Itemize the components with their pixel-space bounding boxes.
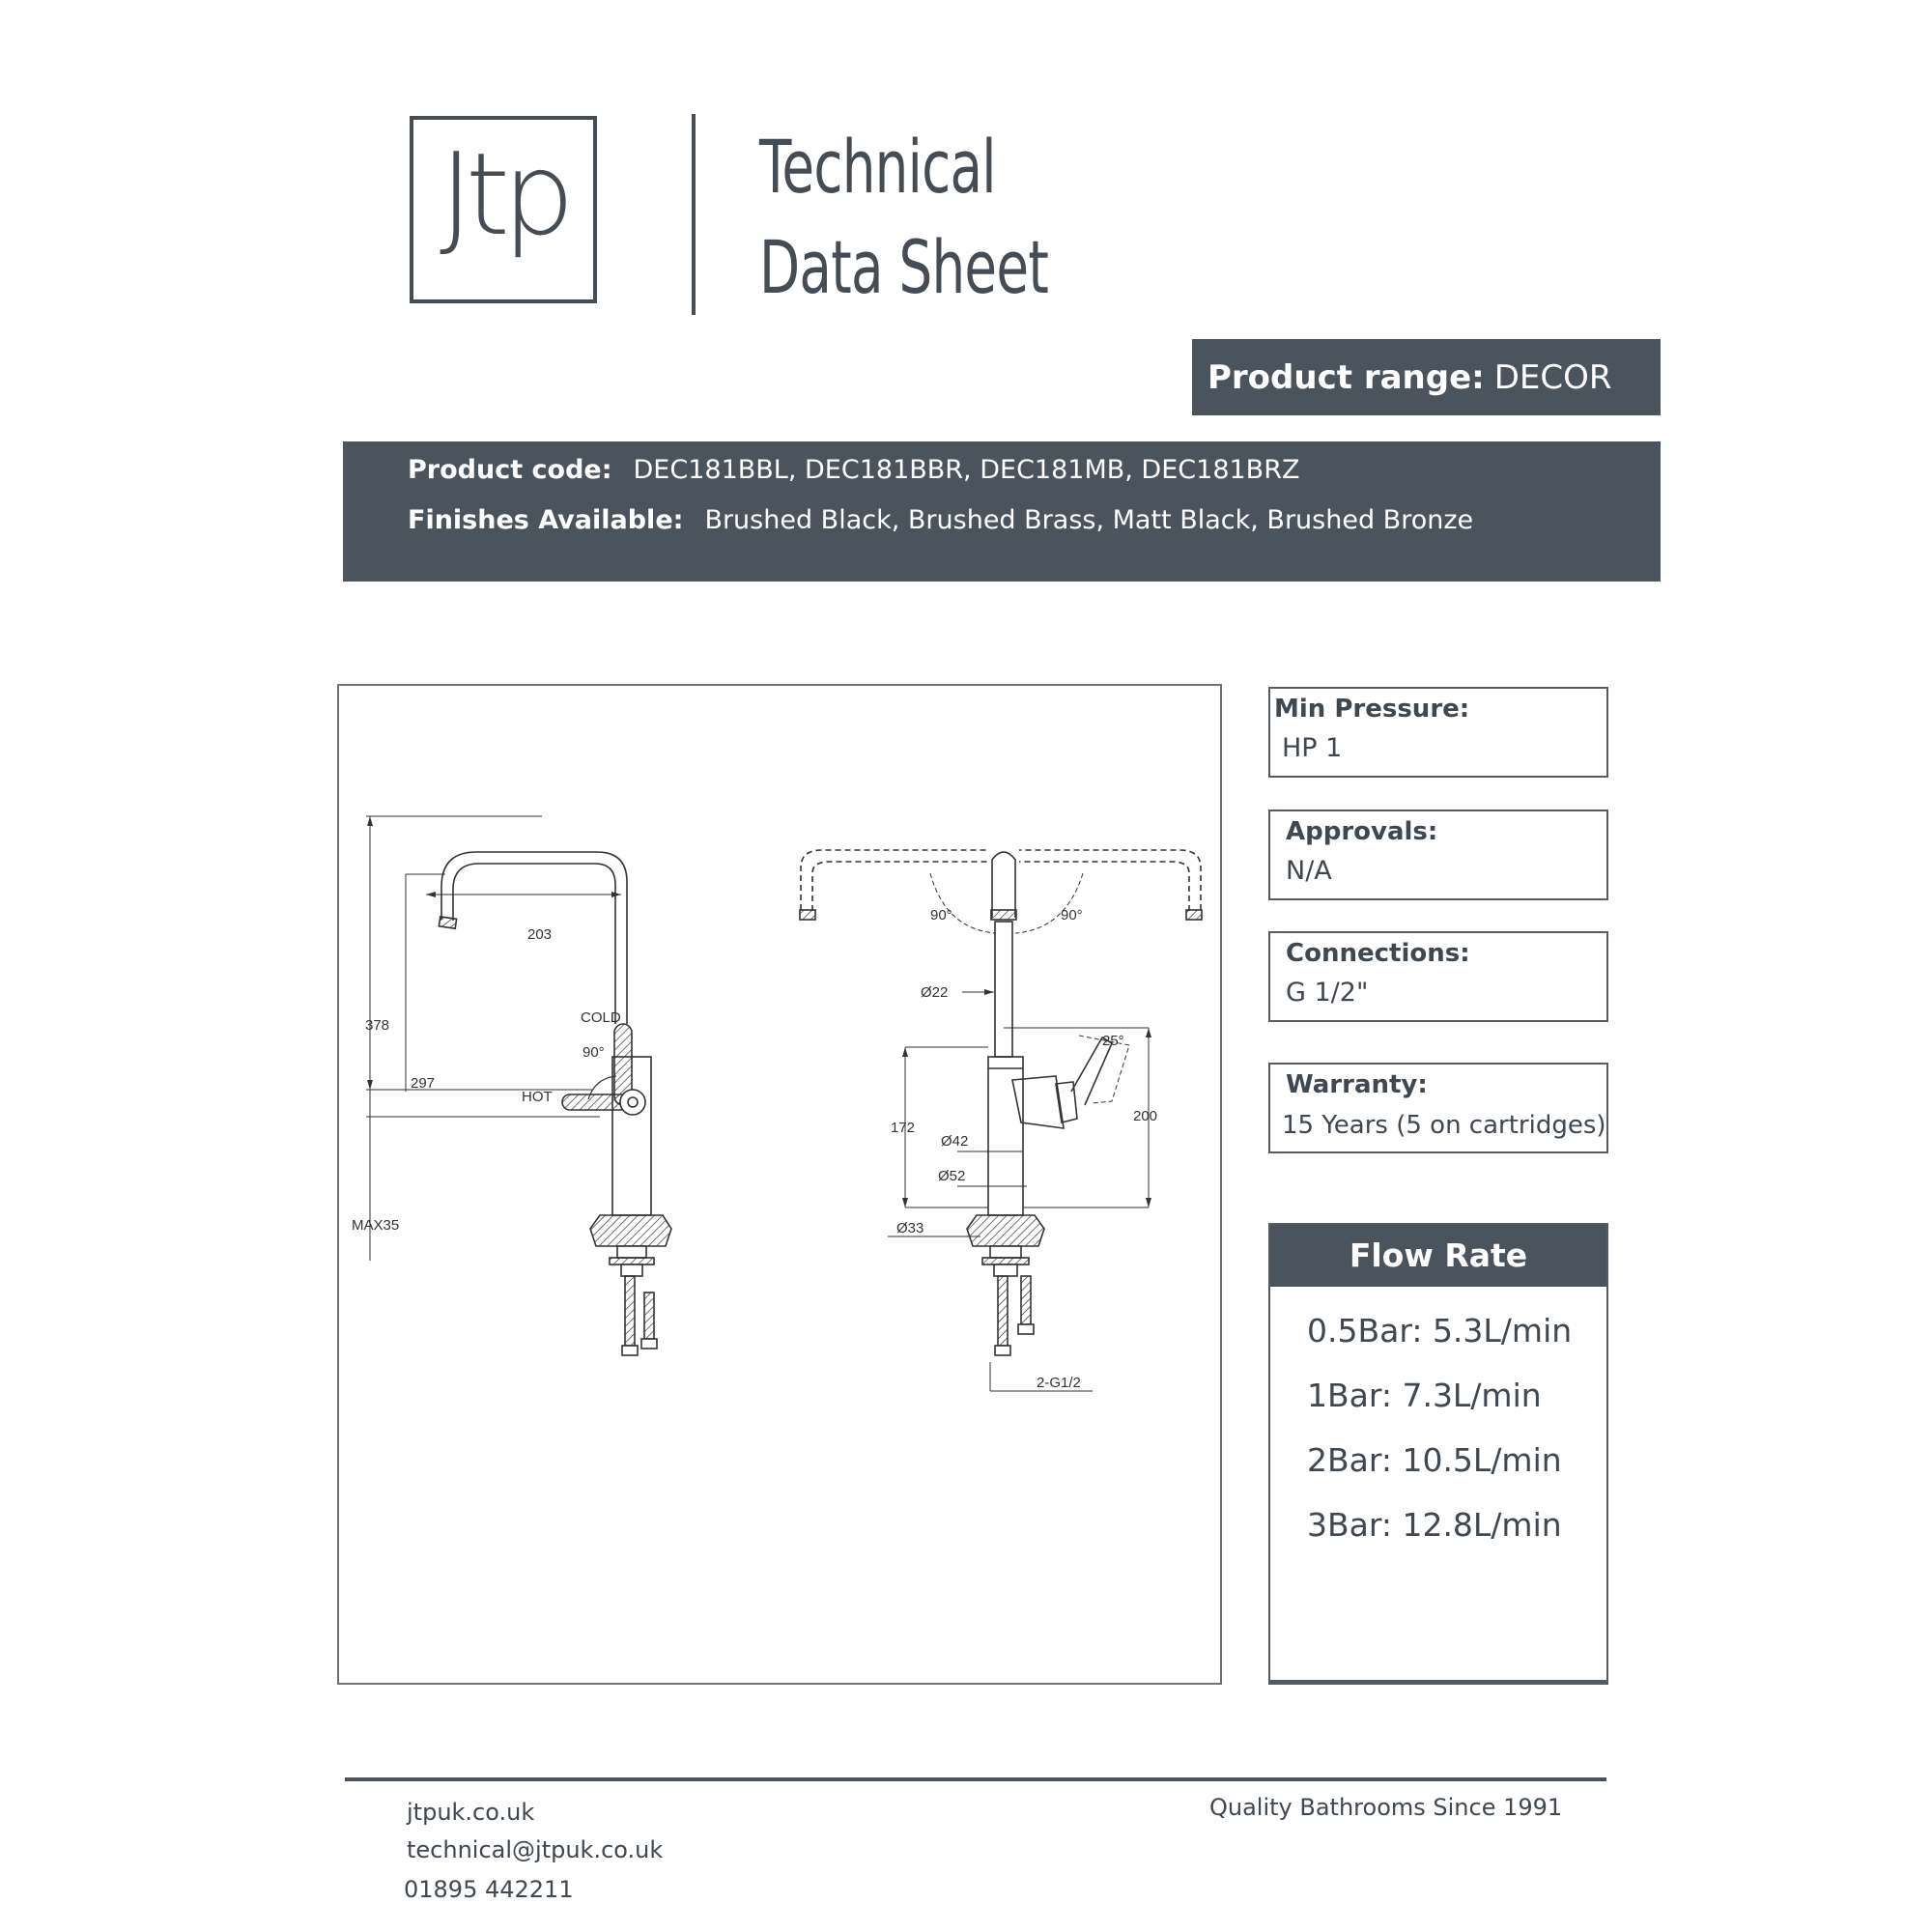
dim-thread: 2-G1/2 (1037, 1375, 1081, 1391)
jtp-logo (410, 116, 597, 303)
dim-d42: Ø42 (941, 1133, 969, 1150)
approvals-box (1268, 810, 1608, 900)
title-line-2: Data Sheet (759, 224, 1049, 310)
connections-value: G 1/2" (1286, 978, 1369, 1008)
flow-rate-title: Flow Rate (1270, 1225, 1606, 1287)
front-stem (995, 922, 1012, 1057)
footer-website[interactable]: jtpuk.co.uk (407, 1799, 535, 1826)
flow-rate-row: 3Bar: 12.8L/min (1307, 1506, 1562, 1544)
min-pressure-value: HP 1 (1282, 733, 1343, 763)
logo-text: Jtp (440, 128, 567, 261)
footer-rule (345, 1777, 1606, 1781)
side-hose-1 (625, 1276, 635, 1346)
front-body (988, 1057, 1023, 1215)
product-code-label: Product code: (408, 455, 612, 485)
footer-tagline: Quality Bathrooms Since 1991 (1209, 1794, 1563, 1821)
footer-email[interactable]: technical@jtpuk.co.uk (407, 1836, 664, 1863)
flow-rate-row: 1Bar: 7.3L/min (1307, 1377, 1542, 1414)
front-spout-head (992, 852, 1015, 918)
dim-378: 378 (365, 1017, 390, 1034)
warranty-label: Warranty: (1286, 1070, 1428, 1099)
dim-max35: MAX35 (352, 1217, 400, 1234)
dim-d52: Ø52 (938, 1168, 966, 1184)
product-range-band (1192, 339, 1661, 415)
dim-d33: Ø33 (896, 1220, 924, 1236)
dim-200: 200 (1133, 1108, 1158, 1124)
front-spout-left (801, 850, 988, 910)
product-code-value: DEC181BBL, DEC181BBR, DEC181MB, DEC181BRZ (633, 455, 1300, 485)
warranty-value: 15 Years (5 on cartridges) (1282, 1111, 1606, 1140)
min-pressure-label: Min Pressure: (1274, 695, 1470, 724)
product-code-row (408, 455, 1299, 485)
header-divider (692, 114, 696, 315)
side-aerator (439, 917, 456, 928)
finishes-label: Finishes Available: (408, 505, 684, 535)
product-range-label: Product range: (1208, 357, 1485, 397)
title-line-1: Technical (759, 124, 996, 210)
approvals-value: N/A (1286, 856, 1332, 886)
tap-drawing-svg (339, 686, 1220, 1683)
flow-rate-row: 0.5Bar: 5.3L/min (1307, 1312, 1573, 1350)
label-cold: COLD (581, 1009, 621, 1026)
approvals-label: Approvals: (1286, 817, 1438, 846)
label-side-angle: 90° (582, 1044, 605, 1061)
finishes-row (408, 505, 1473, 535)
side-lever-pivot (620, 1090, 645, 1115)
min-pressure-box (1268, 687, 1608, 778)
connections-label: Connections: (1286, 939, 1470, 968)
label-hot: HOT (522, 1089, 553, 1105)
product-range-value: DECOR (1493, 357, 1612, 397)
dim-172: 172 (891, 1120, 916, 1136)
front-hose-1 (998, 1276, 1008, 1346)
finishes-value: Brushed Black, Brushed Brass, Matt Black, Brushed Bronze (704, 505, 1474, 535)
product-info-band (343, 441, 1661, 582)
flow-rate-row: 2Bar: 10.5L/min (1307, 1441, 1562, 1479)
front-base (967, 1215, 1044, 1246)
front-spout-right (1019, 850, 1201, 910)
front-hose-2 (1021, 1276, 1031, 1324)
dim-297: 297 (411, 1075, 436, 1092)
warranty-box (1268, 1063, 1608, 1153)
side-base (590, 1215, 671, 1246)
dim-front-angle-right: 90° (1061, 907, 1083, 923)
connections-box (1268, 931, 1608, 1022)
dim-front-angle-left: 90° (930, 907, 952, 923)
flow-rate-box (1268, 1223, 1608, 1685)
footer-phone: 01895 442211 (404, 1876, 574, 1903)
technical-drawing (337, 684, 1222, 1685)
side-hose-2 (644, 1293, 654, 1339)
dim-d22: Ø22 (921, 984, 949, 1001)
dim-203: 203 (527, 926, 553, 943)
side-lever-hot (562, 1094, 628, 1110)
dim-lever-angle: 25° (1102, 1033, 1124, 1049)
